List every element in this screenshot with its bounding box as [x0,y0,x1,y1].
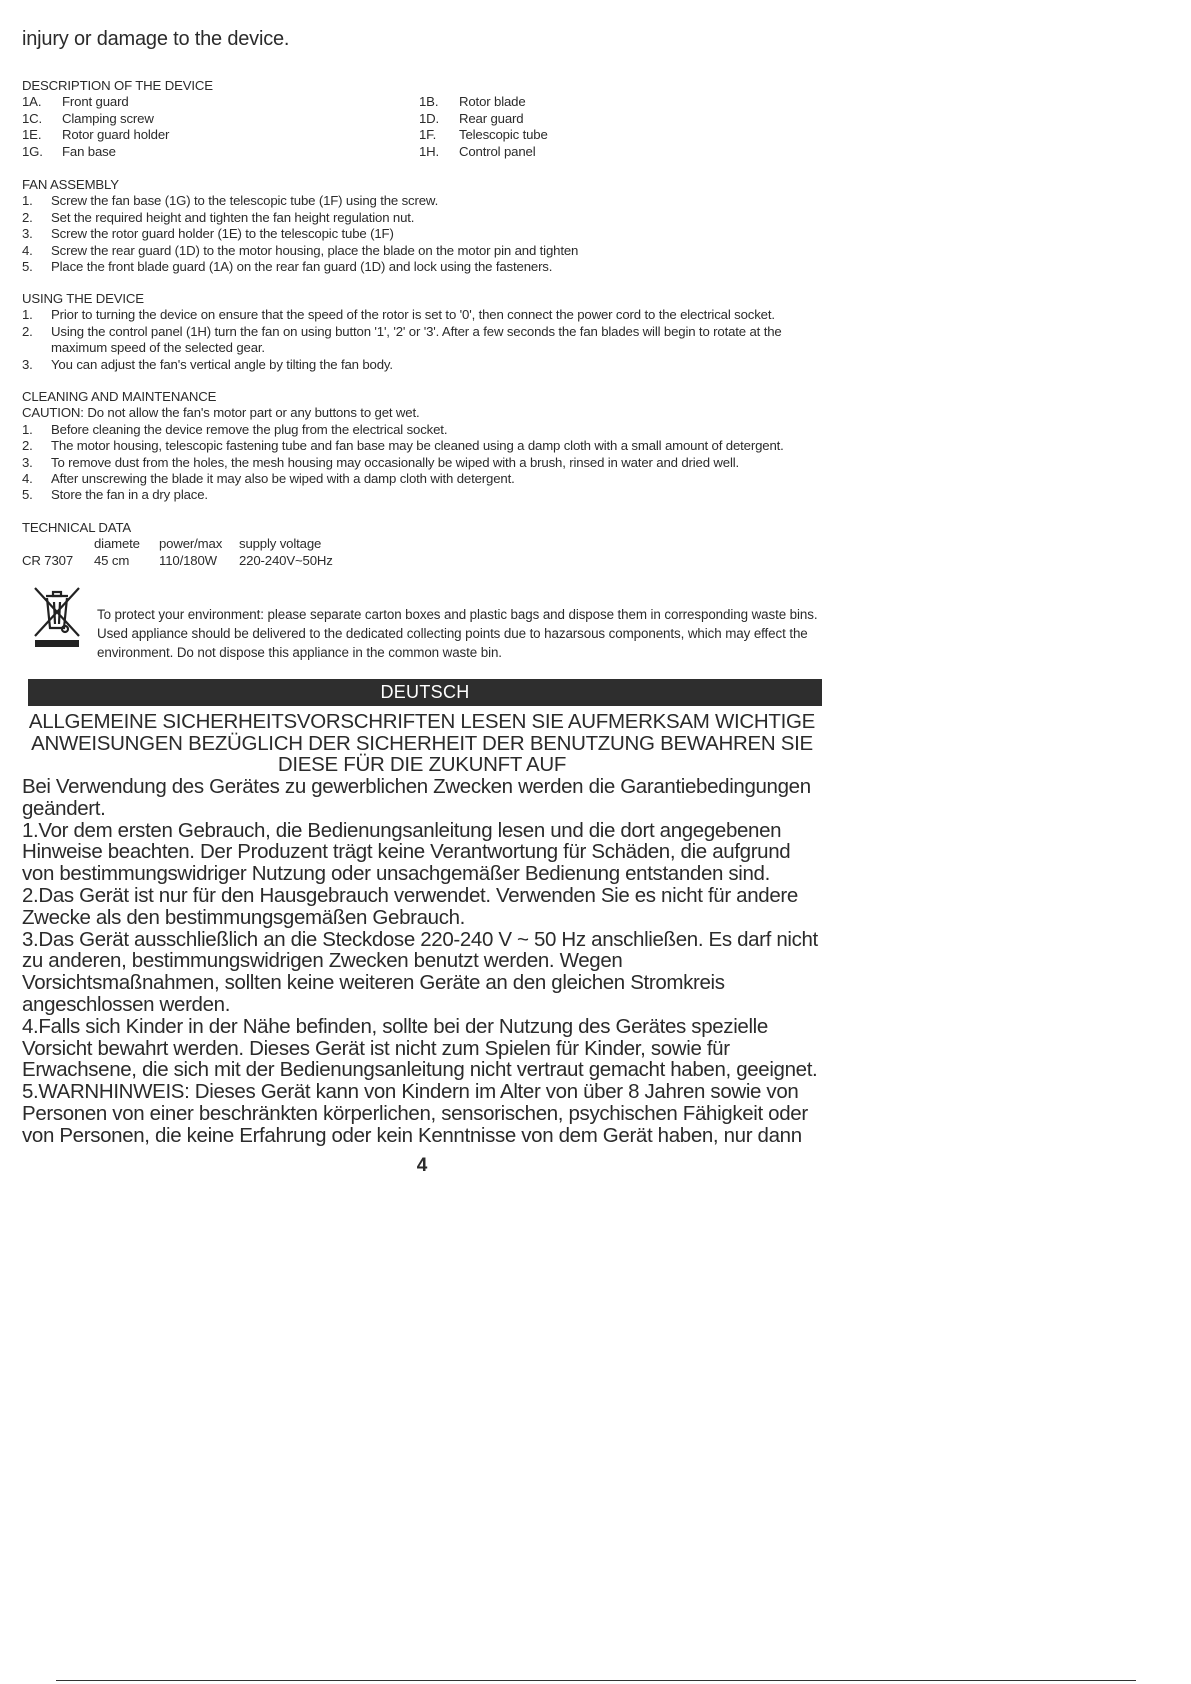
footer-divider [56,1680,1136,1681]
crossed-bin-icon [32,584,82,648]
list-item [22,324,822,357]
step-text: Set the required height and tighten the fan height regulation nut. [51,209,415,225]
paragraph: 1.Vor dem ersten Gebrauch, die Bedienungsanleitung lesen und die dort angegebenen Hinweise beachten. Der Produzent trägt keine Verantwortung für Schäden, die aufgrund von bestimmungswidriger Nutzung oder unsachgemäßer Bedienung entstanden sind. [22,818,791,886]
assembly-heading: FAN ASSEMBLY [22,177,119,192]
language-bar: DEUTSCH [28,679,822,706]
assembly-section [22,177,822,275]
step-number: 3. [22,226,33,242]
list-item [22,438,822,454]
description-section [22,78,822,160]
caution-text: CAUTION: Do not allow the fan's motor part or any buttons to get wet. [22,405,420,421]
technical-heading: TECHNICAL DATA [22,520,132,535]
step-number: 4. [22,471,33,487]
part-label: Rear guard [459,110,524,126]
step-text: Store the fan in a dry place. [51,487,208,503]
paragraph: Bei Verwendung des Gerätes zu gewerblichen Zwecken werden die Garantiebedingungen geändert. [22,775,811,820]
step-text: Screw the fan base (1G) to the telescopic tube (1F) using the screw. [51,193,439,209]
list-item [22,357,822,373]
step-text: The motor housing, telescopic fastening tube and fan base may be cleaned using a damp cloth with a small amount of detergent. [51,438,784,454]
part-label: Front guard [62,94,129,110]
usage-heading: USING THE DEVICE [22,291,144,306]
part-label: Rotor blade [459,94,526,110]
part-label: Control panel [459,143,536,159]
step-text: To remove dust from the holes, the mesh housing may occasionally be wiped with a brush, rinsed in water and dried well. [51,454,740,470]
technical-section [22,520,822,569]
paragraph: 2.Das Gerät ist nur für den Hausgebrauch verwendet. Verwenden Sie es nicht für andere Zwecke als den bestimmungsgemäßen Gebrauch. [22,883,798,929]
german-body [22,776,822,1147]
list-item [22,471,822,487]
step-number: 4. [22,242,33,258]
part-code: 1B. [419,94,439,110]
page-number: 4 [416,1155,428,1176]
step-number: 5. [22,259,33,275]
step-number: 3. [22,454,33,470]
list-item [22,226,822,242]
part-label: Clamping screw [62,110,154,126]
step-number: 3. [22,356,33,372]
step-text: Screw the rotor guard holder (1E) to the telescopic tube (1F) [51,226,394,242]
step-number: 1. [22,307,33,323]
table-header: power/max [159,536,223,552]
usage-section [22,291,822,373]
step-text: Screw the rear guard (1D) to the motor housing, place the blade on the motor pin and tighten [51,242,579,258]
assembly-steps [22,193,822,275]
table-cell: 220-240V~50Hz [239,552,333,568]
table-header: supply voltage [239,536,322,552]
step-text: You can adjust the fan's vertical angle by tilting the fan body. [51,356,393,372]
paragraph: 4.Falls sich Kinder in der Nähe befinden, sollte bei der Nutzung des Gerätes spezielle Vorsicht bewahrt werden. Dieses Gerät ist nicht zum Spielen für Kinder, sowie für Erwachsene, die sich mit der Bedienungsanleitung nicht vertraut gemacht haben, geeignet. [22,1014,818,1082]
list-item [22,210,822,226]
paragraph: 3.Das Gerät ausschließlich an die Steckdose 220-240 V ~ 50 Hz anschließen. Es darf nicht zu anderen, bestimmungswidrigen Zwecken benutzt werden. Wegen Vorsichtsmaßnahmen, sollten keine weiteren Geräte an den gleichen Stromkreis angeschlossen werden. [22,927,818,1016]
list-item [22,259,822,275]
parts-list [22,94,822,160]
step-text: After unscrewing the blade it may also be wiped with a damp cloth with detergent. [51,471,515,487]
step-number: 2. [22,323,33,339]
step-text: Before cleaning the device remove the plug from the electrical socket. [51,421,448,437]
part-code: 1G. [22,143,43,159]
step-text: Using the control panel (1H) turn the fan on using button '1', '2' or '3'. After a few seconds the fan blades will begin to rotate at the maximum speed of the selected gear. [51,323,782,356]
usage-steps [22,307,822,373]
part-code: 1C. [22,110,43,126]
cleaning-section [22,389,822,504]
cleaning-steps [22,422,822,504]
step-number: 1. [22,193,33,209]
list-item [22,307,822,323]
table-cell: 110/180W [159,552,217,568]
technical-table [22,536,822,569]
step-text: Prior to turning the device on ensure that the speed of the rotor is set to '0', then connect the power cord to the electrical socket. [51,307,775,323]
part-code: 1F. [419,127,437,143]
part-code: 1H. [419,143,440,159]
list-item [22,455,822,471]
table-cell: CR 7307 [22,552,73,568]
table-header [22,536,94,552]
part-label: Telescopic tube [459,127,548,143]
part-code: 1E. [22,127,42,143]
cleaning-heading: CLEANING AND MAINTENANCE [22,389,217,404]
german-safety-title: ALLGEMEINE SICHERHEITSVORSCHRIFTEN LESEN SIE AUFMERKSAM WICHTIGE ANWEISUNGEN BEZÜGLICH DER SICHERHEIT DER BENUTZUNG BEWAHREN SIE DIESE FÜR DIE ZUKUNFT AUF [28,710,816,776]
step-number: 2. [22,438,33,454]
list-item [22,422,822,438]
paragraph: 5.WARNHINWEIS: Dieses Gerät kann von Kindern im Alter von über 8 Jahren sowie von Personen von einer beschränkten körperlichen, sensorischen, psychischen Fähigkeit oder von Personen, die keine Erfahrung oder kein Kenntnisse von dem Gerät haben, nur dann [22,1080,808,1147]
list-item [22,243,822,259]
table-cell: 45 cm [94,552,130,568]
step-number: 5. [22,487,33,503]
intro-line: injury or damage to the device. [22,28,290,50]
step-number: 1. [22,421,33,437]
part-code: 1A. [22,94,42,110]
list-item [22,487,822,503]
part-label: Rotor guard holder [62,127,170,143]
step-text: Place the front blade guard (1A) on the rear fan guard (1D) and lock using the fasteners. [51,259,553,275]
part-code: 1D. [419,110,440,126]
description-heading: DESCRIPTION OF THE DEVICE [22,78,213,93]
part-label: Fan base [62,143,116,159]
table-header: diamete [94,536,140,552]
list-item [22,193,822,209]
environment-note: To protect your environment: please separate carton boxes and plastic bags and dispose them in corresponding waste bins. Used appliance should be delivered to the dedicated collecting points due to hazarsous components, which may effect the environment. Do not dispose this appliance in the common waste bin. [97,607,818,660]
step-number: 2. [22,209,33,225]
